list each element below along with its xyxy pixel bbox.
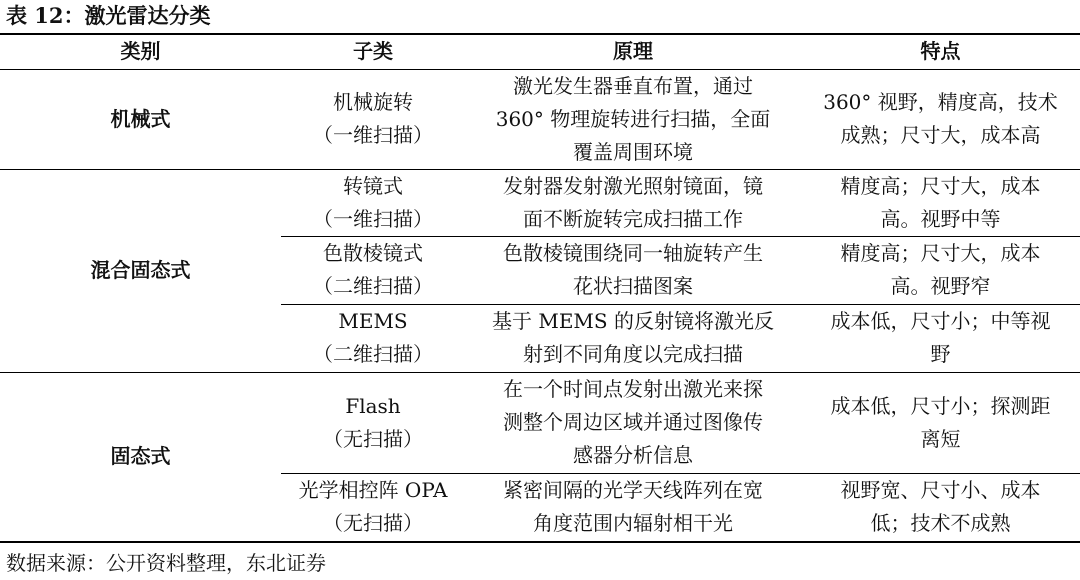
- features-line: 360° 视野，精度高，技术: [823, 90, 1058, 114]
- features-line: 野: [930, 342, 951, 366]
- principle-cell: [465, 473, 801, 542]
- principle-cell: [465, 236, 801, 304]
- category-cell: 机械式: [0, 69, 281, 169]
- features-cell: [801, 473, 1080, 542]
- features-cell: [801, 372, 1080, 473]
- subtype-name: 光学相控阵 OPA: [298, 478, 448, 503]
- header-subtype: 子类: [281, 34, 465, 69]
- features-line: 精度高；尺寸大，成本: [840, 241, 1041, 265]
- principle-line: 在一个时间点发射出激光来探: [503, 377, 763, 401]
- features-line: 视野宽、尺寸小、成本: [840, 478, 1041, 503]
- features-cell: [801, 236, 1080, 304]
- data-source-note: 数据来源：公开资料整理，东北证券: [6, 551, 326, 575]
- subtype-scan: （二维扫描）: [313, 274, 433, 298]
- subtype-scan: （一维扫描）: [313, 206, 433, 231]
- principle-line: 感器分析信息: [573, 443, 693, 467]
- subtype-scan: （一维扫描）: [313, 123, 433, 147]
- header-features: 特点: [801, 34, 1080, 69]
- category-cell: 固态式: [0, 372, 281, 542]
- subtype-name: 机械旋转: [333, 90, 413, 114]
- subtype-cell: [281, 304, 465, 372]
- principle-line: 基于 MEMS 的反射镜将激光反: [492, 309, 774, 333]
- subtype-name: 转镜式: [343, 173, 403, 198]
- features-line: 精度高；尺寸大，成本: [840, 173, 1041, 198]
- principle-line: 覆盖周围环境: [573, 139, 693, 164]
- table-caption: 表 12：激光雷达分类: [6, 3, 211, 28]
- principle-cell: [465, 169, 801, 236]
- principle-cell: [465, 372, 801, 473]
- features-cell: [801, 304, 1080, 372]
- table-row-rotating-mirror: [0, 169, 1080, 236]
- subtype-scan: （二维扫描）: [313, 342, 433, 366]
- category-cell: 混合固态式: [0, 169, 281, 372]
- features-line: 成本低，尺寸小；中等视: [830, 309, 1051, 333]
- principle-line: 发射器发射激光照射镜面，镜: [503, 173, 763, 198]
- features-line: 低；技术不成熟: [870, 511, 1011, 536]
- principle-line: 角度范围内辐射相干光: [533, 511, 733, 536]
- principle-line: 花状扫描图案: [573, 274, 693, 298]
- principle-line: 面不断旋转完成扫描工作: [523, 206, 743, 231]
- subtype-cell: [281, 69, 465, 169]
- features-line: 高。视野中等: [880, 206, 1001, 231]
- principle-line: 色散棱镜围绕同一轴旋转产生: [503, 241, 763, 265]
- table-row-mechanical: [0, 69, 1080, 169]
- features-line: 成本低，尺寸小；探测距: [830, 393, 1051, 418]
- subtype-cell: [281, 169, 465, 236]
- subtype-scan: （无扫描）: [323, 511, 423, 536]
- principle-line: 360° 物理旋转进行扫描，全面: [495, 106, 771, 131]
- principle-line: 射到不同角度以完成扫描: [523, 342, 743, 366]
- header-category: 类别: [0, 34, 281, 69]
- subtype-name: MEMS: [338, 309, 408, 333]
- lidar-classification-table: [0, 33, 1080, 543]
- principle-line: 紧密间隔的光学天线阵列在宽: [503, 478, 763, 503]
- principle-cell: [465, 304, 801, 372]
- subtype-scan: （无扫描）: [323, 426, 423, 451]
- principle-line: 激光发生器垂直布置，通过: [513, 73, 753, 98]
- features-line: 离短: [920, 426, 961, 451]
- principle-line: 测整个周边区域并通过图像传: [503, 410, 763, 434]
- header-principle: 原理: [465, 34, 801, 69]
- subtype-cell: [281, 372, 465, 473]
- header-row: [0, 34, 1080, 69]
- features-line: 成熟；尺寸大，成本高: [840, 123, 1041, 147]
- subtype-cell: [281, 473, 465, 542]
- features-line: 高。视野窄: [890, 274, 991, 298]
- principle-cell: [465, 69, 801, 169]
- subtype-cell: [281, 236, 465, 304]
- subtype-name: Flash: [345, 393, 401, 418]
- table-row-flash: [0, 372, 1080, 473]
- features-cell: [801, 69, 1080, 169]
- subtype-name: 色散棱镜式: [323, 241, 423, 265]
- features-cell: [801, 169, 1080, 236]
